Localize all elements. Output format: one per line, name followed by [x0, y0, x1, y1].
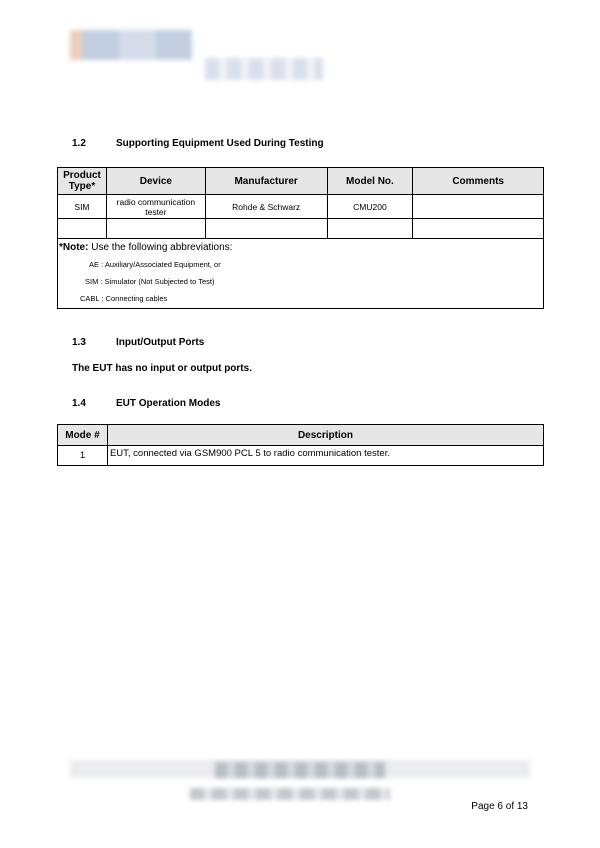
table-header-row	[58, 168, 544, 195]
table-cell: Rohde & Schwarz	[205, 195, 327, 219]
footer-blurred-text	[215, 762, 385, 778]
operation-modes-table	[57, 424, 544, 466]
page-number: Page 6 of 13	[471, 801, 528, 812]
company-logo-subtitle	[205, 58, 323, 80]
section-title: Input/Output Ports	[116, 337, 205, 348]
company-logo	[70, 30, 192, 60]
table-cell	[413, 195, 544, 219]
column-header: Comments	[413, 168, 544, 195]
section-title: Supporting Equipment Used During Testing	[116, 138, 324, 149]
section-body-text: The EUT has no input or output ports.	[72, 363, 252, 374]
abbreviation-item: CABL : Connecting cables	[80, 294, 168, 303]
column-header: Device	[106, 168, 205, 195]
table-cell: radio communication tester	[106, 195, 205, 219]
section-number: 1.4	[72, 398, 86, 409]
table-row	[58, 446, 544, 466]
section-title: EUT Operation Modes	[116, 398, 221, 409]
table-cell	[413, 219, 544, 239]
column-header: Description	[107, 425, 543, 446]
table-cell: EUT, connected via GSM900 PCL 5 to radio communication tester.	[107, 446, 543, 466]
table-cell	[205, 219, 327, 239]
note-line	[59, 243, 543, 253]
note-cell	[58, 239, 544, 309]
section-number: 1.3	[72, 337, 86, 348]
table-note-row	[58, 239, 544, 309]
table-header-row	[58, 425, 544, 446]
table-row	[58, 219, 544, 239]
table-cell: SIM	[58, 195, 107, 219]
column-header: Product Type*	[58, 168, 107, 195]
abbreviation-item: SIM : Simulator (Not Subjected to Test)	[85, 277, 215, 286]
table-cell	[327, 219, 413, 239]
footer-blurred-text	[190, 788, 390, 800]
table-cell: 1	[58, 446, 108, 466]
note-label: *Note:	[59, 242, 89, 253]
table-cell: CMU200	[327, 195, 413, 219]
table-cell	[106, 219, 205, 239]
supporting-equipment-table	[57, 167, 544, 309]
abbreviation-item: AE : Auxiliary/Associated Equipment, or	[89, 260, 221, 269]
table-row	[58, 195, 544, 219]
column-header: Mode #	[58, 425, 108, 446]
section-number: 1.2	[72, 138, 86, 149]
table-cell	[58, 219, 107, 239]
column-header: Model No.	[327, 168, 413, 195]
column-header: Manufacturer	[205, 168, 327, 195]
note-text: Use the following abbreviations:	[88, 242, 233, 253]
